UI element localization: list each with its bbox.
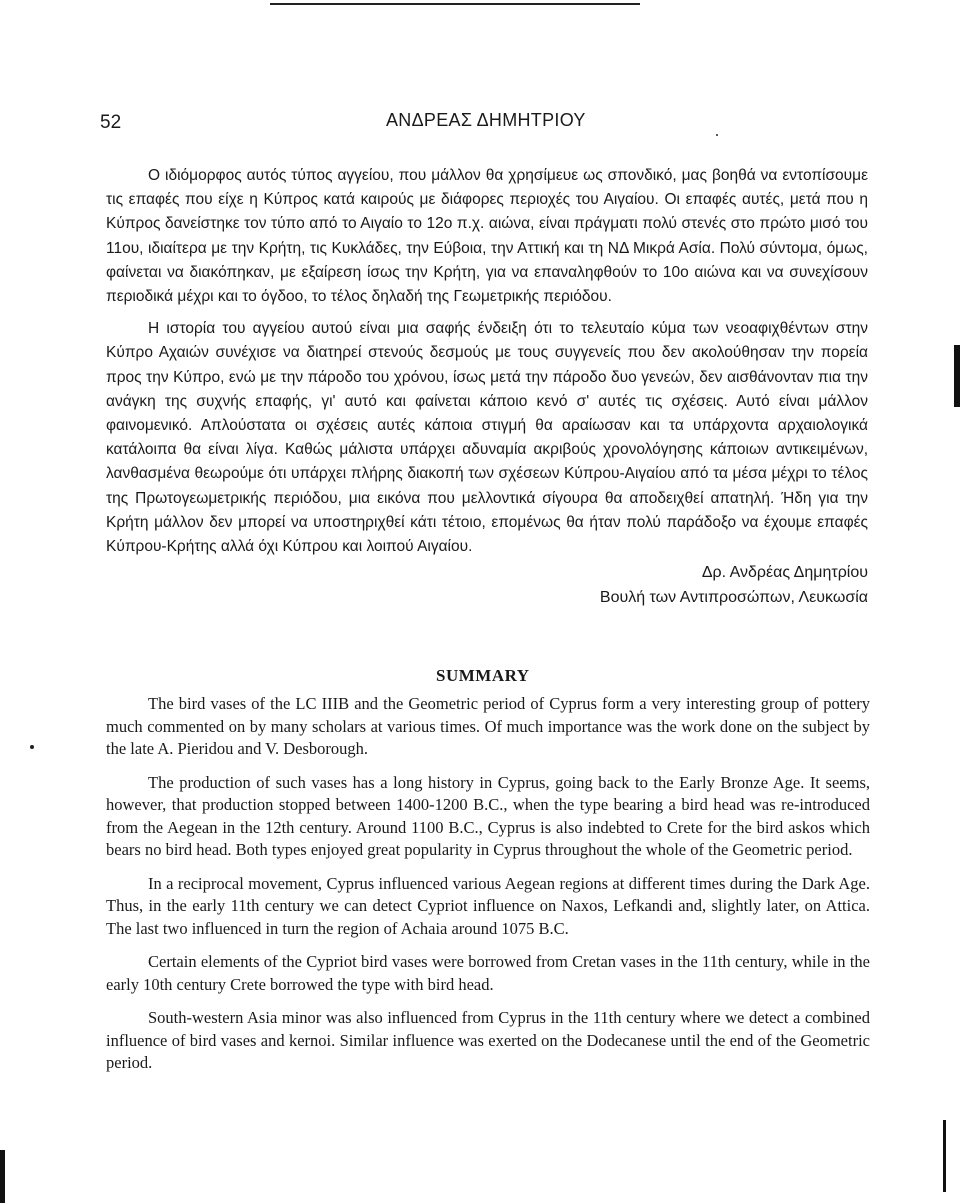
summary-paragraph: The production of such vases has a long history in Cyprus, going back to the Early Bronze Age. It seems, however, that production stopped between 1400-1200 B.C., when the type bearing a bird head was re-introduced from the Aegean in the 12th century. Around 1100 B.C., Cyprus is also indebted to Crete for the bird askos which bears no bird head. Both types enjoyed great popularity in Cyprus throughout the whole of the Geometric period.: [106, 772, 870, 859]
top-edge-rule: [270, 3, 640, 5]
summary-heading: SUMMARY: [436, 666, 530, 685]
greek-paragraph: Η ιστορία του αγγείου αυτού είναι μια σαφής ένδειξη ότι το τελευταίο κύμα των νεοαφιχθέντων στην Κύπρο Αχαιών συνέχισε να διατηρεί στενούς δεσμούς με τους συγγενείς που δεν ακολούθησαν την πορεία προς την Κύπρο, ενώ με την πάροδο του χρόνου, ίσως μετά την πάροδο δυο γενεών, δεν αισθάνονταν πια την ανάγκη της συχνής επαφής, γι' αυτό και φαίνεται κάποιο κενό σ' αυτές τις σχέσεις. Αυτό είναι μάλλον φαινομενικό. Απλούστατα οι σχέσεις αυτές κάποια στιγμή θα αραίωσαν και τα υπάρχοντα αρχαιολογικά κατάλοιπα θα είναι λίγα. Καθώς μάλιστα υπάρχει αδυναμία ακριβούς χρονολόγησης κάποιων αντικειμένων, λανθασμένα θεωρούμε ότι υπάρχει πλήρης διακοπή των σχέσεων Κύπρου-Αιγαίου από τα μέσα μέχρι το τέλος της Πρωτογεωμετρικής περιόδου, μια εικόνα που μελλοντικά σίγουρα θα αποδειχθεί απατηλή. Ήδη για την Κρήτη μάλλον δεν μπορεί να υποστηριχθεί κάτι τέτοιο, επομένως θα ήταν πολύ παράδοξο να έχουμε επαφές Κύπρου-Κρήτης αλλά όχι Κύπρου και λοιπού Αιγαίου.: [106, 320, 868, 556]
running-head: ΑΝΔΡΕΑΣ ΔΗΜΗΤΡΙΟΥ: [386, 110, 586, 130]
greek-paragraph: Ο ιδιόμορφος αυτός τύπος αγγείου, που μάλλον θα χρησίμευε ως σπονδικό, μας βοηθά να εντοπίσουμε τις επαφές που είχε η Κύπρος κατά καιρούς με διάφορες περιοχές του Αιγαίου. Οι επαφές αυτές, μετά που η Κύπρος δανείστηκε τον τύπο από το Αιγαίο το 12ο π.χ. αιώνα, είναι πράγματι πολύ στενές στο πρώτο μισό του 11ου, ιδιαίτερα με την Κρήτη, τις Κυκλάδες, την Εύβοια, την Αττική και τη ΝΔ Μικρά Ασία. Πολύ σύντομα, όμως, φαίνεται να διακόπηκαν, με εξαίρεση ίσως την Κρήτη, για να επαναληφθούν το 10ο αιώνα και να συνεχίσουν περιοδικά μέχρι και το όγδοο, το τέλος δηλαδή της Γεωμετρικής περιόδου.: [106, 167, 868, 306]
summary-paragraph: In a reciprocal movement, Cyprus influenced various Aegean regions at different times during the Dark Age. Thus, in the early 11th century we can detect Cypriot influence on Naxos, Lefkandi and, slightly later, on Attica. The last two influenced in turn the region of Achaia around 1075 B.C.: [106, 873, 870, 938]
scan-speck: [716, 134, 718, 136]
scan-edge-mark: [954, 345, 960, 407]
scan-speck: [30, 745, 34, 749]
author-affiliation: Βουλή των Αντιπροσώπων, Λευκωσία: [599, 589, 868, 606]
scan-edge-mark: [0, 1150, 5, 1203]
page-number: 52: [100, 112, 122, 133]
summary-paragraph: Certain elements of the Cypriot bird vases were borrowed from Cretan vases in the 11th century, while in the early 10th century Crete borrowed the type with bird head.: [106, 952, 870, 994]
summary-paragraph: South-western Asia minor was also influenced from Cyprus in the 11th century where we detect a combined influence of bird vases and kernoi. Similar influence was exerted on the Dodecanese until the end of the Geometric period.: [106, 1008, 870, 1072]
summary-paragraph: The bird vases of the LC IIIB and the Geometric period of Cyprus form a very interesting group of pottery much commented on by many scholars at various times. Of much importance was the work done on the subject by the late A. Pieridou and V. Desborough.: [106, 694, 870, 758]
summary-body: [106, 693, 870, 1075]
author-signature: [600, 560, 868, 610]
author-name: Δρ. Ανδρέας Δημητρίου: [701, 564, 868, 581]
scan-edge-mark: [943, 1120, 946, 1192]
greek-article-body: [106, 164, 868, 559]
